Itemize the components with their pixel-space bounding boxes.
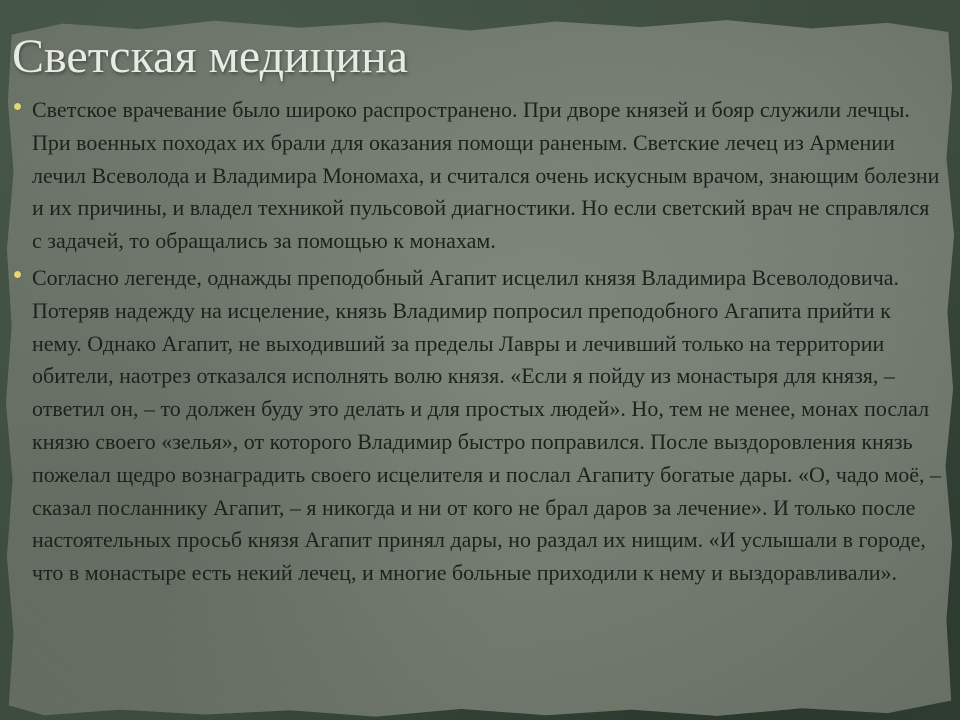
bullet-item bbox=[14, 262, 944, 590]
slide-title: Светская медицина bbox=[12, 30, 409, 83]
bullet-dot-icon bbox=[14, 103, 21, 110]
slide-content bbox=[14, 94, 944, 594]
bullet-item bbox=[14, 94, 944, 258]
bullet-dot-icon bbox=[14, 271, 21, 278]
bullet-text: Светское врачевание было широко распространено. При дворе князей и бояр служили лечцы. При военных походах их брали для оказания помощи раненым. Светские лечец из Армении лечил Всеволода и Владимира Мономаха, и считался очень искусным врачом, знающим болезни и их причины, и владел техникой пульсовой диагностики. Но если светский врач не справлялся с задачей, то обращались за помощью к монахам. bbox=[32, 97, 940, 254]
bullet-text: Согласно легенде, однажды преподобный Агапит исцелил князя Владимира Всеволодовича. Потеряв надежду на исцеление, князь Владимир попросил преподобного Агапита прийти к нему. Однако Агапит, не выходивший за пределы Лавры и лечивший только на территории обители, наотрез отказался исполнять волю князя. «Если я пойду из монастыря для князя, – ответил он, – то должен буду это делать и для простых людей». Но, тем не менее, монах послал князю своего «зелья», от которого Владимир быстро поправился. После выздоровления князь пожелал щедро вознаградить своего исцелителя и послал Агапиту богатые дары. «О, чадо моё, – сказал посланнику Агапит, – я никогда и ни от кого не брал даров за лечение». И только после настоятельных просьб князя Агапит принял дары, но раздал их нищим. «И услышали в городе, что в монастыре есть некий лечец, и многие больные приходили к нему и выздоравливали». bbox=[32, 264, 942, 586]
